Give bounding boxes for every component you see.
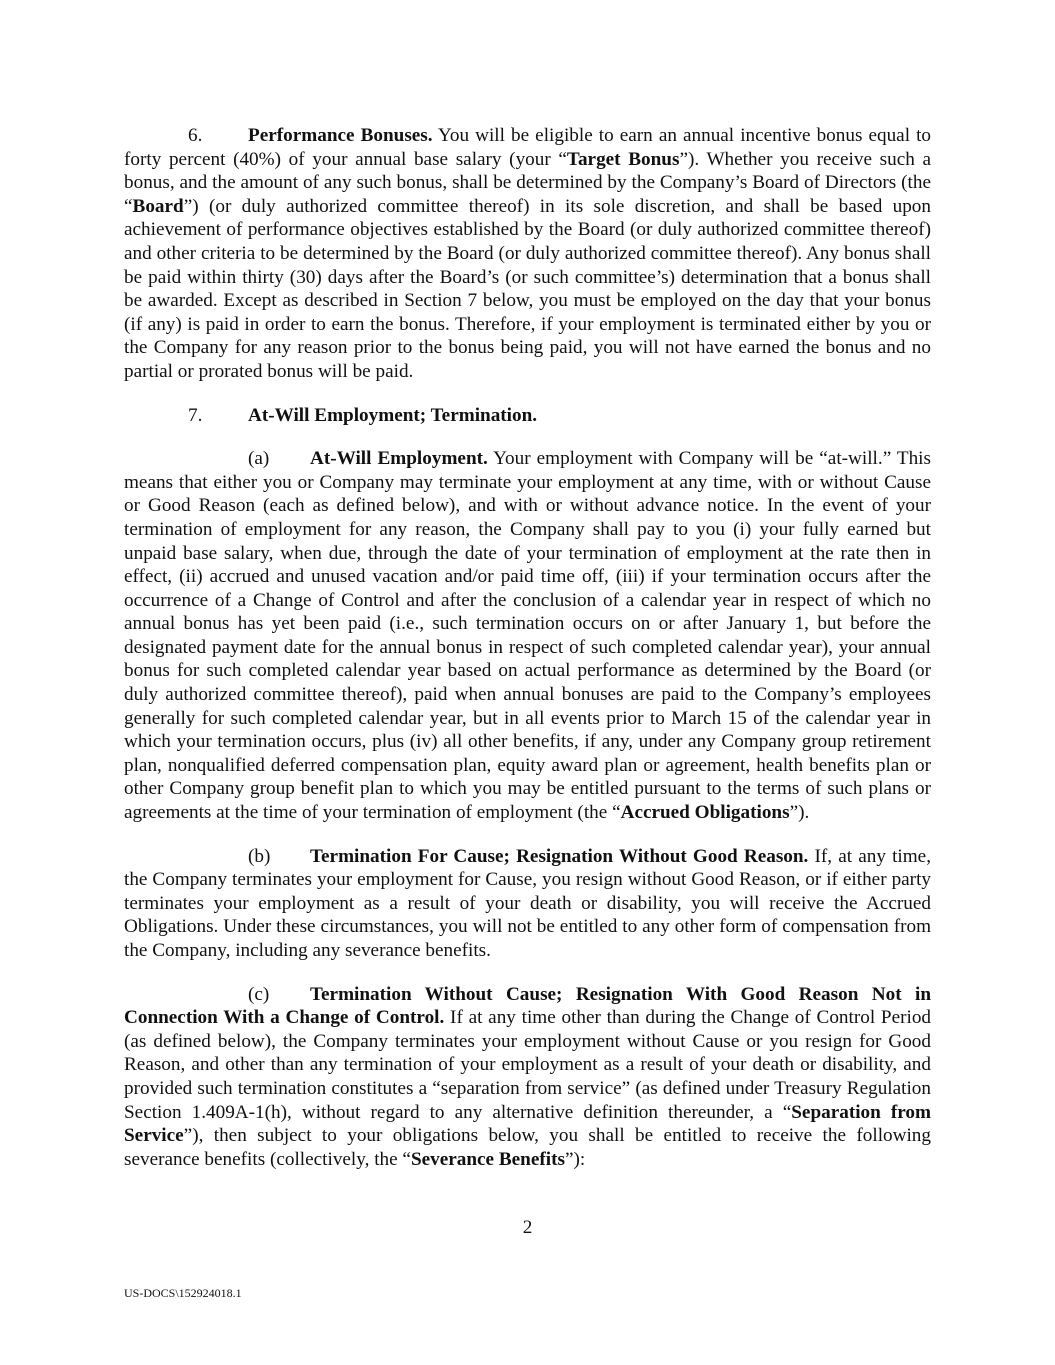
subsection-label: (a) (248, 448, 270, 470)
subsection-label: (c) (248, 983, 270, 1005)
section-6-performance-bonuses (124, 124, 931, 384)
body-text: ”). Whether you receive such a bonus, and the amount of any such bonus, shall be determined by the Company’s Board of Directors (the “ (124, 148, 931, 217)
section-heading: At-Will Employment; Termination. (248, 404, 538, 426)
defined-term: Target Bonus (566, 148, 680, 170)
section-7-heading (124, 404, 931, 428)
defined-term: Separation from Service (124, 1101, 931, 1147)
defined-term: Accrued Obligations (620, 802, 790, 824)
footer-document-id: US-DOCS\152924018.1 (124, 1286, 242, 1300)
body-text: ”) (or duly authorized committee thereof) in its sole discretion, and shall be based upon achievement of performance objectives established by the Board (or duly authorized committee thereof) and other criteria to be determined by the Board (or duly authorized committee thereof). Any bonus shall be paid within thirty (30) days after the Board’s (or such committee’s) determination that a bonus shall be awarded. Except as described in Section 7 below, you must be employed on the day that your bonus (if any) is paid in order to earn the bonus. Therefore, if your employment is terminated either by you or the Company for any reason prior to the bonus being paid, you will not have earned the bonus and no partial or prorated bonus will be paid. (124, 195, 931, 382)
section-7b-termination-for-cause (124, 845, 931, 963)
body-text: If, at any time, the Company terminates your employment for Cause, you resign without Good Reason, or if either party terminates your employment as a result of your death or disability, you will receive the Accrued Obligations. Under these circumstances, you will not be entitled to any other form of compensation from the Company, including any severance benefits. (124, 845, 931, 961)
body-text: You will be eligible to earn an annual incentive bonus equal to forty percent (40%) of your annual base salary (your “ (124, 125, 932, 170)
section-7c-termination-without-cause (124, 983, 931, 1172)
defined-term: Severance Benefits (410, 1148, 565, 1170)
body-text: Your employment with Company will be “at-will.” This means that either you or Company may terminate your employment at any time, with or without Cause or Good Reason (each as defined below), and with or without advance notice. In the event of your termination of employment for any reason, the Company shall pay to you (i) your fully earned but unpaid base salary, when due, through the date of your termination of employment at the rate then in effect, (ii) accrued and unused vacation and/or paid time off, (iii) if your termination occurs after the occurrence of a Change of Control and after the conclusion of a calendar year in respect of which no annual bonus has yet been paid (i.e., such termination occurs on or after January 1, but before the designated payment date for the annual bonus in respect of such completed calendar year), your annual bonus for such completed calendar year based on actual performance as determined by the Board (or duly authorized committee thereof), paid when annual bonuses are paid to the Company’s employees generally for such completed calendar year, but in all events prior to March 15 of the calendar year in which your termination occurs, plus (iv) all other benefits, if any, under any Company group retirement plan, nonqualified deferred compensation plan, equity award plan or agreement, health benefits plan or other Company group benefit plan to which you may be entitled pursuant to the terms of such plans or agreements at the time of your termination of employment (the “ (124, 448, 931, 824)
subsection-heading: At-Will Employment. (310, 448, 488, 470)
subsection-heading: Termination For Cause; Resignation Without Good Reason. (310, 845, 809, 867)
defined-term: Board (132, 195, 184, 217)
section-7a-at-will-employment (124, 447, 931, 825)
body-text: ”). (789, 802, 810, 824)
body-text: ”), then subject to your obligations below, you shall be entitled to receive the following severance benefits (collectively, the “ (124, 1125, 931, 1170)
body-text: ”): (564, 1148, 586, 1170)
section-heading: Performance Bonuses. (248, 125, 433, 146)
document-body (124, 124, 931, 1191)
page-number: 2 (522, 1217, 533, 1238)
section-number: 6. (188, 125, 203, 146)
subsection-label: (b) (248, 845, 271, 867)
subsection-heading: Termination Without Cause; Resignation With Good Reason Not in Connection With a Change of Control. (124, 983, 931, 1029)
body-text: If at any time other than during the Change of Control Period (as defined below), the Company terminates your employment without Cause or you resign for Good Reason, and other than any termination of your employment as a result of your death or disability, and provided such termination constitutes a “separation from service” (as defined under Treasury Regulation Section 1.409A-1(h), without regard to any alternative definition thereunder, a “ (124, 1007, 932, 1123)
section-number: 7. (188, 404, 203, 426)
